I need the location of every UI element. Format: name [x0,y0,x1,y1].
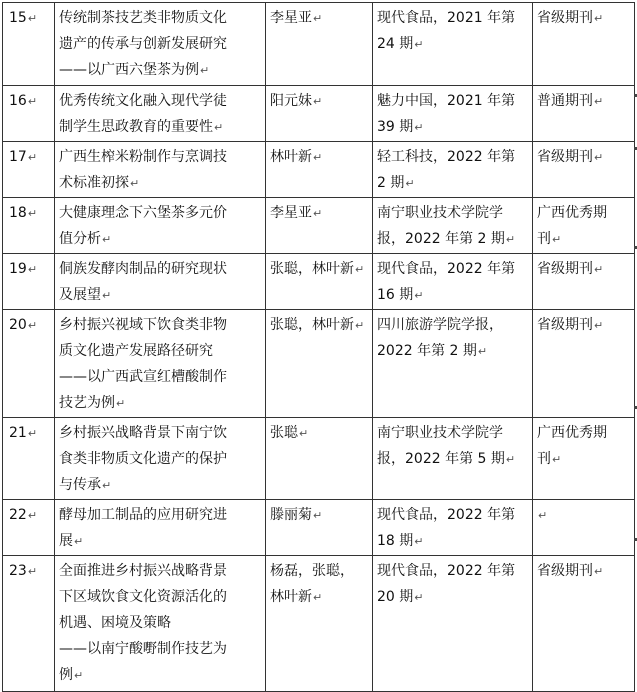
paragraph-mark-icon: ↵ [116,397,126,410]
title-cell-text: 广西生榨米粉制作与烹调技 术标准初探 [59,149,227,191]
title-cell [55,86,266,142]
paragraph-mark-icon: ↵ [27,95,38,108]
row-number-cell-text: 17 [9,149,27,165]
level-cell [533,142,635,198]
paragraph-mark-icon: ↵ [102,479,112,492]
author-cell-text: 李星亚 [270,205,312,221]
source-cell [373,254,533,310]
paragraph-mark-icon: ↵ [313,95,323,108]
row-number-cell-text: 20 [9,317,27,333]
paragraph-mark-icon: ↵ [214,121,224,134]
level-cell-text: 省级期刊 [537,317,593,333]
paragraph-mark-icon: ↵ [594,565,604,578]
paragraph-mark-icon: ↵ [74,669,84,682]
paragraph-mark-icon: ↵ [299,427,309,440]
author-cell [266,254,373,310]
title-cell-text: 传统制茶技艺类非物质文化 遗产的传承与创新发展研究 ——以广西六堡茶为例 [59,10,227,78]
source-cell-text: 南宁职业技术学院学 报，2022 年第 5 期 [377,425,505,467]
paragraph-mark-icon: ↵ [27,12,38,25]
author-cell [266,556,373,692]
paragraph-mark-icon: ↵ [538,509,548,522]
paragraph-mark-icon: ↵ [594,95,604,108]
paragraph-mark-icon: ↵ [313,509,323,522]
row-number-cell [3,556,55,692]
level-cell [533,310,635,418]
author-cell-text: 林叶新 [270,149,312,165]
row-number-cell-text: 16 [9,93,27,109]
table-row [3,556,635,692]
author-cell-text: 张聪 [270,425,298,441]
row-number-cell-text: 22 [9,507,27,523]
source-cell-text: 现代食品，2022 年第 20 期 [377,563,516,605]
paragraph-mark-icon: ↵ [27,565,38,578]
row-number-cell-text: 15 [9,10,27,26]
author-cell-text: 滕丽菊 [270,507,312,523]
title-cell [55,254,266,310]
paragraph-mark-icon: ↵ [27,319,38,332]
paragraph-mark-icon: ↵ [552,453,562,466]
author-cell [266,310,373,418]
paragraph-mark-icon: ↵ [102,289,112,302]
paragraph-mark-icon: ↵ [27,509,38,522]
paragraph-mark-icon: ↵ [477,345,488,358]
row-number-cell [3,3,55,86]
table-row [3,3,635,86]
source-cell [373,142,533,198]
paragraph-mark-icon: ↵ [27,207,38,220]
source-cell [373,86,533,142]
author-cell [266,142,373,198]
paragraph-mark-icon: ↵ [414,38,424,51]
paragraph-mark-icon: ↵ [313,12,323,25]
paragraph-mark-icon: ↵ [313,151,323,164]
title-cell-text: 全面推进乡村振兴战略背景 下区域饮食文化资源活化的 机遇、困境及策略 ——以南宁酸嘢制作技艺为 例 [59,563,227,683]
paragraph-mark-icon: ↵ [414,535,424,548]
level-cell-text: 省级期刊 [537,563,593,579]
paragraph-mark-icon: ↵ [200,64,210,77]
paragraph-mark-icon: ↵ [594,263,604,276]
title-cell-text: 乡村振兴战略背景下南宁饮 食类非物质文化遗产的保护 与传承 [59,425,227,493]
source-cell-text: 现代食品，2022 年第 16 期 [377,261,516,303]
level-cell-text: 广西优秀期 刊 [537,205,607,247]
level-cell-text: 省级期刊 [537,10,593,26]
level-cell [533,198,635,254]
paragraph-mark-icon: ↵ [355,263,365,276]
paragraph-mark-icon: ↵ [505,233,516,246]
title-cell [55,3,266,86]
level-cell-text: 省级期刊 [537,261,593,277]
publication-table [2,2,635,692]
author-cell [266,418,373,500]
row-number-cell [3,86,55,142]
source-cell [373,556,533,692]
paragraph-mark-icon: ↵ [414,121,424,134]
level-cell [533,418,635,500]
row-number-cell [3,310,55,418]
source-cell [373,198,533,254]
source-cell [373,418,533,500]
paragraph-mark-icon: ↵ [102,233,112,246]
paragraph-mark-icon: ↵ [355,319,365,332]
row-number-cell-text: 21 [9,425,27,441]
title-cell [55,418,266,500]
table-row [3,142,635,198]
title-cell-text: 优秀传统文化融入现代学徒 制学生思政教育的重要性 [59,93,227,135]
author-cell [266,3,373,86]
level-cell [533,254,635,310]
table-row [3,254,635,310]
row-number-cell-text: 18 [9,205,27,221]
title-cell [55,556,266,692]
source-cell-text: 南宁职业技术学院学 报，2022 年第 2 期 [377,205,505,247]
level-cell [533,500,635,556]
row-number-cell-text: 23 [9,563,27,579]
paragraph-mark-icon: ↵ [414,591,424,604]
paragraph-mark-icon: ↵ [552,233,562,246]
paragraph-mark-icon: ↵ [313,591,323,604]
table-row [3,418,635,500]
table-row [3,310,635,418]
author-cell [266,500,373,556]
author-cell-text: 张聪，林叶新 [270,317,354,333]
paragraph-mark-icon: ↵ [74,535,84,548]
row-number-cell [3,142,55,198]
author-cell-text: 张聪，林叶新 [270,261,354,277]
level-cell-text: 广西优秀期 刊 [537,425,607,467]
source-cell-text: 四川旅游学院学报， 2022 年第 2 期 [377,317,503,359]
level-cell-text: 省级期刊 [537,149,593,165]
level-cell [533,556,635,692]
row-number-cell [3,500,55,556]
level-cell-text: 普通期刊 [537,93,593,109]
row-number-cell-text: 19 [9,261,27,277]
table-row [3,86,635,142]
paragraph-mark-icon: ↵ [27,263,38,276]
row-number-cell [3,254,55,310]
source-cell [373,500,533,556]
paragraph-mark-icon: ↵ [505,453,516,466]
paragraph-mark-icon: ↵ [313,207,323,220]
source-cell-text: 轻工科技，2022 年第 2 期 [377,149,516,191]
title-cell-text: 酵母加工制品的应用研究进 展 [59,507,227,549]
paragraph-mark-icon: ↵ [27,427,38,440]
title-cell [55,500,266,556]
row-number-cell [3,418,55,500]
paragraph-mark-icon: ↵ [27,151,38,164]
title-cell-text: 大健康理念下六堡茶多元价 值分析 [59,205,227,247]
paragraph-mark-icon: ↵ [130,177,140,190]
title-cell-text: 侗族发酵肉制品的研究现状 及展望 [59,261,227,303]
title-cell [55,310,266,418]
author-cell [266,198,373,254]
paragraph-mark-icon: ↵ [594,12,604,25]
author-cell [266,86,373,142]
author-cell-text: 杨磊，张聪， 林叶新 [270,563,354,605]
source-cell [373,310,533,418]
author-cell-text: 阳元妹 [270,93,312,109]
row-number-cell [3,198,55,254]
paragraph-mark-icon: ↵ [594,151,604,164]
source-cell-text: 现代食品，2021 年第 24 期 [377,10,516,52]
table-row [3,198,635,254]
paragraph-mark-icon: ↵ [594,319,604,332]
author-cell-text: 李星亚 [270,10,312,26]
level-cell [533,86,635,142]
table-row [3,500,635,556]
title-cell [55,198,266,254]
title-cell-text: 乡村振兴视域下饮食类非物 质文化遗产发展路径研究 ——以广西武宣红槽酸制作 技艺为例 [59,317,227,411]
source-cell [373,3,533,86]
title-cell [55,142,266,198]
paragraph-mark-icon: ↵ [414,289,424,302]
paragraph-mark-icon: ↵ [405,177,415,190]
source-cell-text: 魅力中国，2021 年第 39 期 [377,93,516,135]
source-cell-text: 现代食品，2022 年第 18 期 [377,507,516,549]
level-cell [533,3,635,86]
